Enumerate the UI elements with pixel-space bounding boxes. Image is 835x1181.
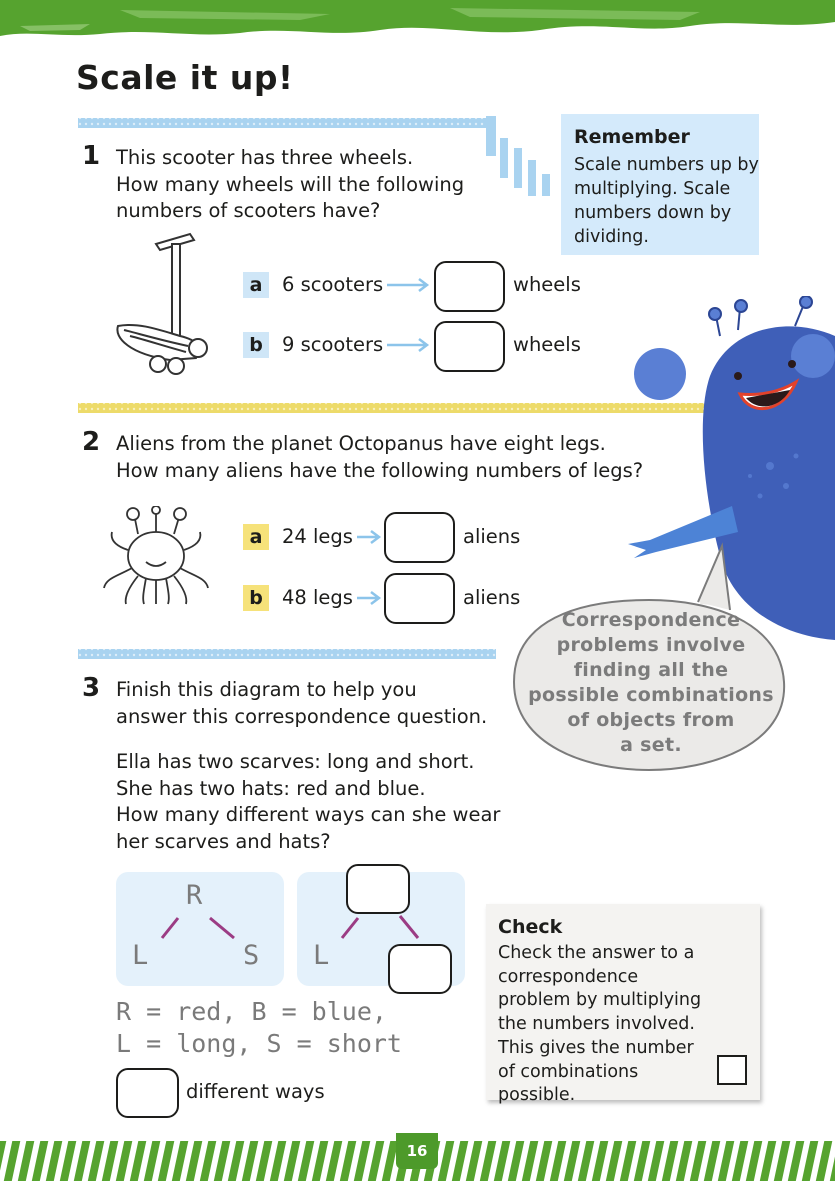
bubble-line: problems involve bbox=[556, 634, 746, 656]
blue-stripes-decoration bbox=[486, 116, 556, 196]
q2a-label: 24 legs bbox=[282, 525, 353, 548]
q1a-unit: wheels bbox=[513, 273, 581, 296]
diagram-branch-lines-2 bbox=[338, 912, 422, 942]
bubble-line: a set. bbox=[620, 734, 682, 756]
alien-octopus-illustration bbox=[100, 506, 212, 606]
section-divider-blue bbox=[78, 647, 496, 661]
diagram-left-letter: L bbox=[132, 940, 149, 971]
q1a-letter: a bbox=[243, 272, 269, 298]
question-2-number: 2 bbox=[82, 427, 101, 457]
diagram-key bbox=[116, 996, 402, 1060]
remember-heading: Remember bbox=[574, 126, 690, 148]
diagram-top-letter: R bbox=[186, 880, 203, 911]
question-2-line: How many aliens have the following numbers of legs? bbox=[116, 458, 644, 482]
arrow-icon bbox=[356, 529, 382, 545]
check-heading: Check bbox=[498, 916, 563, 938]
remember-box bbox=[561, 114, 759, 255]
arrow-icon bbox=[356, 590, 382, 606]
q2b-unit: aliens bbox=[463, 586, 521, 609]
q1b-label: 9 scooters bbox=[282, 333, 384, 356]
q1a-label: 6 scooters bbox=[282, 273, 384, 296]
q2a-letter: a bbox=[243, 524, 269, 550]
question-1-line: This scooter has three wheels. bbox=[116, 146, 414, 169]
check-box bbox=[486, 904, 760, 1106]
q2a-answer-box[interactable] bbox=[384, 512, 455, 563]
story-line: How many different ways can she wear bbox=[116, 803, 501, 826]
q1b-answer-box[interactable] bbox=[434, 321, 505, 372]
check-text: Check the answer to a correspondence problem by multiplying the numbers involved. This gives the number of combinations possible. bbox=[498, 943, 702, 1106]
diagram-left-letter-2: L bbox=[313, 940, 330, 971]
q1b-letter: b bbox=[243, 332, 269, 358]
question-3-text bbox=[116, 677, 487, 730]
bubble-line: Correspondence bbox=[561, 609, 741, 631]
diagram-right-letter: S bbox=[243, 940, 260, 971]
bubble-line: possible combinations bbox=[528, 684, 774, 706]
top-green-border bbox=[0, 0, 835, 40]
question-3-story bbox=[116, 749, 500, 855]
q2a-unit: aliens bbox=[463, 525, 521, 548]
story-line: She has two hats: red and blue. bbox=[116, 776, 426, 800]
diagram-top-answer-box[interactable] bbox=[346, 864, 410, 914]
story-line: her scarves and hats? bbox=[116, 829, 331, 853]
question-3-line: answer this correspondence question. bbox=[116, 704, 488, 728]
q2b-label: 48 legs bbox=[282, 586, 353, 609]
key-line: R = red, B = blue, bbox=[116, 997, 387, 1026]
section-divider-yellow bbox=[78, 401, 705, 415]
q3-answer-box[interactable] bbox=[116, 1068, 179, 1118]
question-1-line: How many wheels will the following bbox=[116, 172, 465, 196]
question-3-number: 3 bbox=[82, 673, 101, 703]
q1a-answer-box[interactable] bbox=[434, 261, 505, 312]
question-1-text bbox=[116, 145, 464, 225]
arrow-icon bbox=[386, 277, 430, 293]
page-title: Scale it up! bbox=[76, 58, 294, 97]
section-divider-blue bbox=[78, 116, 488, 130]
question-1-number: 1 bbox=[82, 141, 101, 171]
question-2-text bbox=[116, 431, 643, 484]
question-1-line: numbers of scooters have? bbox=[116, 199, 381, 222]
arrow-icon bbox=[386, 337, 430, 353]
diagram-right-answer-box[interactable] bbox=[388, 944, 452, 994]
q2b-letter: b bbox=[243, 585, 269, 611]
story-line: Ella has two scarves: long and short. bbox=[116, 750, 475, 773]
page-number: 16 bbox=[396, 1133, 438, 1169]
remember-text: Scale numbers up by multiplying. Scale numbers down by dividing. bbox=[574, 155, 759, 247]
q3-answer-label: different ways bbox=[186, 1080, 325, 1103]
speech-bubble-text bbox=[524, 608, 778, 758]
question-3-line: Finish this diagram to help you bbox=[116, 678, 417, 701]
question-2-line: Aliens from the planet Octopanus have eight legs. bbox=[116, 432, 606, 455]
q2b-answer-box[interactable] bbox=[384, 573, 455, 624]
bubble-line: of objects from bbox=[567, 709, 735, 731]
scooter-illustration bbox=[110, 230, 215, 378]
check-tick-box[interactable] bbox=[717, 1055, 747, 1085]
q1b-unit: wheels bbox=[513, 333, 581, 356]
bubble-line: finding all the bbox=[573, 659, 729, 681]
key-line: L = long, S = short bbox=[116, 1029, 402, 1058]
diagram-branch-lines bbox=[150, 912, 240, 942]
